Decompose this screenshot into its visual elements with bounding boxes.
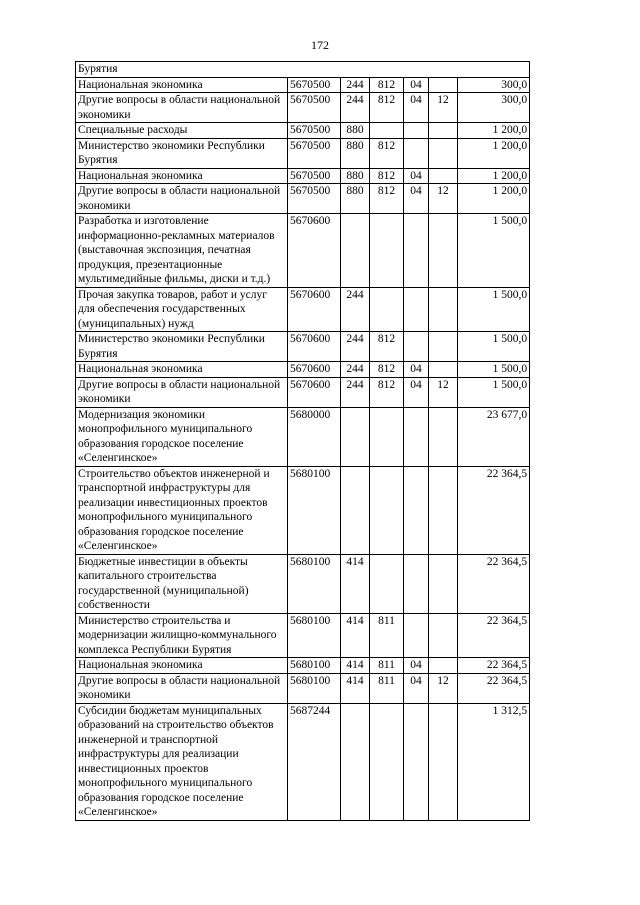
cell-vr: 414: [341, 613, 370, 658]
cell-name: Специальные расходы: [76, 123, 288, 139]
cell-amount: 22 364,5: [458, 673, 530, 703]
cell-vr: [341, 703, 370, 820]
cell-subsection: [429, 214, 458, 288]
cell-section: [404, 466, 429, 554]
cell-vr: 414: [341, 673, 370, 703]
table-row: [76, 362, 530, 378]
cell-amount: 1 200,0: [458, 123, 530, 139]
cell-vr: 414: [341, 658, 370, 674]
cell-ministry: 812: [370, 184, 404, 214]
cell-name: Бюджетные инвестиции в объекты капитального строительства государственной (муниципальной) собственности: [76, 554, 288, 613]
cell-amount: 22 364,5: [458, 658, 530, 674]
cell-section: 04: [404, 658, 429, 674]
cell-section: [404, 332, 429, 362]
cell-section: 04: [404, 168, 429, 184]
table-row: [76, 93, 530, 123]
cell-ministry: [370, 123, 404, 139]
cell-ministry: 812: [370, 377, 404, 407]
cell-section: 04: [404, 77, 429, 93]
table-row: [76, 466, 530, 554]
cell-code: 5680100: [288, 466, 341, 554]
cell-name: Другие вопросы в области национальной экономики: [76, 93, 288, 123]
table-row: [76, 77, 530, 93]
cell-vr: 244: [341, 332, 370, 362]
cell-amount: 1 500,0: [458, 214, 530, 288]
cell-amount: 1 500,0: [458, 287, 530, 332]
cell-code: 5680100: [288, 613, 341, 658]
cell-name: Строительство объектов инженерной и транспортной инфраструктуры для реализации инвестиционных проектов монопрофильного муниципального образования городское поселение «Селенгинское»: [76, 466, 288, 554]
cell-amount: 22 364,5: [458, 466, 530, 554]
cell-ministry: 811: [370, 658, 404, 674]
table-row: [76, 703, 530, 820]
cell-subsection: 12: [429, 377, 458, 407]
table-row: [76, 554, 530, 613]
cell-subsection: [429, 287, 458, 332]
cell-subsection: [429, 554, 458, 613]
cell-ministry: [370, 407, 404, 466]
cell-name: Национальная экономика: [76, 362, 288, 378]
table-row: [76, 673, 530, 703]
cell-subsection: [429, 362, 458, 378]
table-row: [76, 62, 530, 78]
cell-section: [404, 138, 429, 168]
cell-vr: [341, 466, 370, 554]
table-row: [76, 407, 530, 466]
cell-code: 5670500: [288, 184, 341, 214]
cell-amount: 1 500,0: [458, 377, 530, 407]
cell-vr: 880: [341, 138, 370, 168]
cell-subsection: [429, 138, 458, 168]
cell-amount: 1 200,0: [458, 138, 530, 168]
cell-section: 04: [404, 93, 429, 123]
cell-code: 5670600: [288, 214, 341, 288]
cell-ministry: 812: [370, 362, 404, 378]
cell-section: [404, 123, 429, 139]
cell-subsection: [429, 123, 458, 139]
cell-section: [404, 287, 429, 332]
cell-section: 04: [404, 673, 429, 703]
cell-code: 5670500: [288, 93, 341, 123]
cell-subsection: [429, 466, 458, 554]
cell-name: Модернизация экономики монопрофильного муниципального образования городское поселение «Селенгинское»: [76, 407, 288, 466]
page-number: 172: [311, 38, 329, 52]
cell-vr: 244: [341, 287, 370, 332]
cell-amount: 300,0: [458, 93, 530, 123]
cell-vr: 414: [341, 554, 370, 613]
cell-amount: 22 364,5: [458, 554, 530, 613]
cell-code: 5680100: [288, 554, 341, 613]
cell-name: Бурятия: [76, 62, 530, 78]
cell-code: 5680000: [288, 407, 341, 466]
cell-section: [404, 554, 429, 613]
cell-ministry: 812: [370, 138, 404, 168]
cell-vr: 244: [341, 93, 370, 123]
cell-amount: 1 200,0: [458, 184, 530, 214]
cell-ministry: [370, 703, 404, 820]
cell-section: 04: [404, 362, 429, 378]
cell-vr: [341, 407, 370, 466]
cell-amount: 300,0: [458, 77, 530, 93]
cell-ministry: 812: [370, 168, 404, 184]
cell-ministry: [370, 466, 404, 554]
cell-code: 5670600: [288, 332, 341, 362]
table-row: [76, 168, 530, 184]
cell-code: 5687244: [288, 703, 341, 820]
cell-amount: 1 500,0: [458, 362, 530, 378]
cell-code: 5670500: [288, 123, 341, 139]
cell-section: [404, 613, 429, 658]
table-row: [76, 377, 530, 407]
cell-subsection: 12: [429, 93, 458, 123]
cell-ministry: [370, 214, 404, 288]
cell-subsection: [429, 613, 458, 658]
cell-name: Прочая закупка товаров, работ и услуг для обеспечения государственных (муниципальных) нужд: [76, 287, 288, 332]
table-row: [76, 214, 530, 288]
cell-vr: 244: [341, 362, 370, 378]
cell-name: Министерство экономики Республики Бурятия: [76, 332, 288, 362]
cell-section: 04: [404, 377, 429, 407]
table-row: [76, 613, 530, 658]
cell-subsection: [429, 407, 458, 466]
cell-vr: 880: [341, 123, 370, 139]
cell-name: Субсидии бюджетам муниципальных образований на строительство объектов инженерной и транспортной инфраструктуры для реализации инвестиционных проектов монопрофильного муниципального образования городское поселение «Селенгинское»: [76, 703, 288, 820]
cell-code: 5670600: [288, 362, 341, 378]
cell-subsection: [429, 703, 458, 820]
cell-ministry: 812: [370, 93, 404, 123]
cell-ministry: 812: [370, 332, 404, 362]
cell-code: 5670500: [288, 168, 341, 184]
cell-name: Национальная экономика: [76, 658, 288, 674]
cell-vr: 244: [341, 377, 370, 407]
table-row: [76, 138, 530, 168]
cell-code: 5670500: [288, 138, 341, 168]
cell-subsection: [429, 77, 458, 93]
cell-vr: [341, 214, 370, 288]
table-row: [76, 332, 530, 362]
cell-section: 04: [404, 184, 429, 214]
cell-vr: 244: [341, 77, 370, 93]
cell-name: Другие вопросы в области национальной экономики: [76, 184, 288, 214]
cell-name: Национальная экономика: [76, 77, 288, 93]
cell-ministry: 811: [370, 673, 404, 703]
cell-subsection: [429, 332, 458, 362]
cell-name: Министерство строительства и модернизации жилищно-коммунального комплекса Республики Бурятия: [76, 613, 288, 658]
cell-section: [404, 407, 429, 466]
cell-ministry: 811: [370, 613, 404, 658]
cell-ministry: 812: [370, 77, 404, 93]
table-row: [76, 184, 530, 214]
cell-subsection: [429, 168, 458, 184]
cell-amount: 1 500,0: [458, 332, 530, 362]
cell-code: 5670500: [288, 77, 341, 93]
cell-ministry: [370, 287, 404, 332]
cell-subsection: 12: [429, 184, 458, 214]
cell-code: 5680100: [288, 673, 341, 703]
cell-name: Другие вопросы в области национальной экономики: [76, 377, 288, 407]
cell-amount: 1 312,5: [458, 703, 530, 820]
cell-section: [404, 214, 429, 288]
cell-name: Другие вопросы в области национальной экономики: [76, 673, 288, 703]
cell-section: [404, 703, 429, 820]
table-body: [76, 62, 530, 821]
cell-amount: 1 200,0: [458, 168, 530, 184]
cell-name: Национальная экономика: [76, 168, 288, 184]
budget-table: [75, 61, 530, 821]
cell-subsection: [429, 658, 458, 674]
cell-amount: 23 677,0: [458, 407, 530, 466]
cell-code: 5680100: [288, 658, 341, 674]
cell-name: Министерство экономики Республики Бурятия: [76, 138, 288, 168]
cell-vr: 880: [341, 168, 370, 184]
table-row: [76, 658, 530, 674]
cell-vr: 880: [341, 184, 370, 214]
cell-amount: 22 364,5: [458, 613, 530, 658]
table-row: [76, 287, 530, 332]
cell-code: 5670600: [288, 287, 341, 332]
cell-name: Разработка и изготовление информационно-рекламных материалов (выставочная экспозиция, печатная продукция, презентационные мультимедийные фильмы, диски и т.д.): [76, 214, 288, 288]
cell-code: 5670600: [288, 377, 341, 407]
table-row: [76, 123, 530, 139]
cell-subsection: 12: [429, 673, 458, 703]
cell-ministry: [370, 554, 404, 613]
